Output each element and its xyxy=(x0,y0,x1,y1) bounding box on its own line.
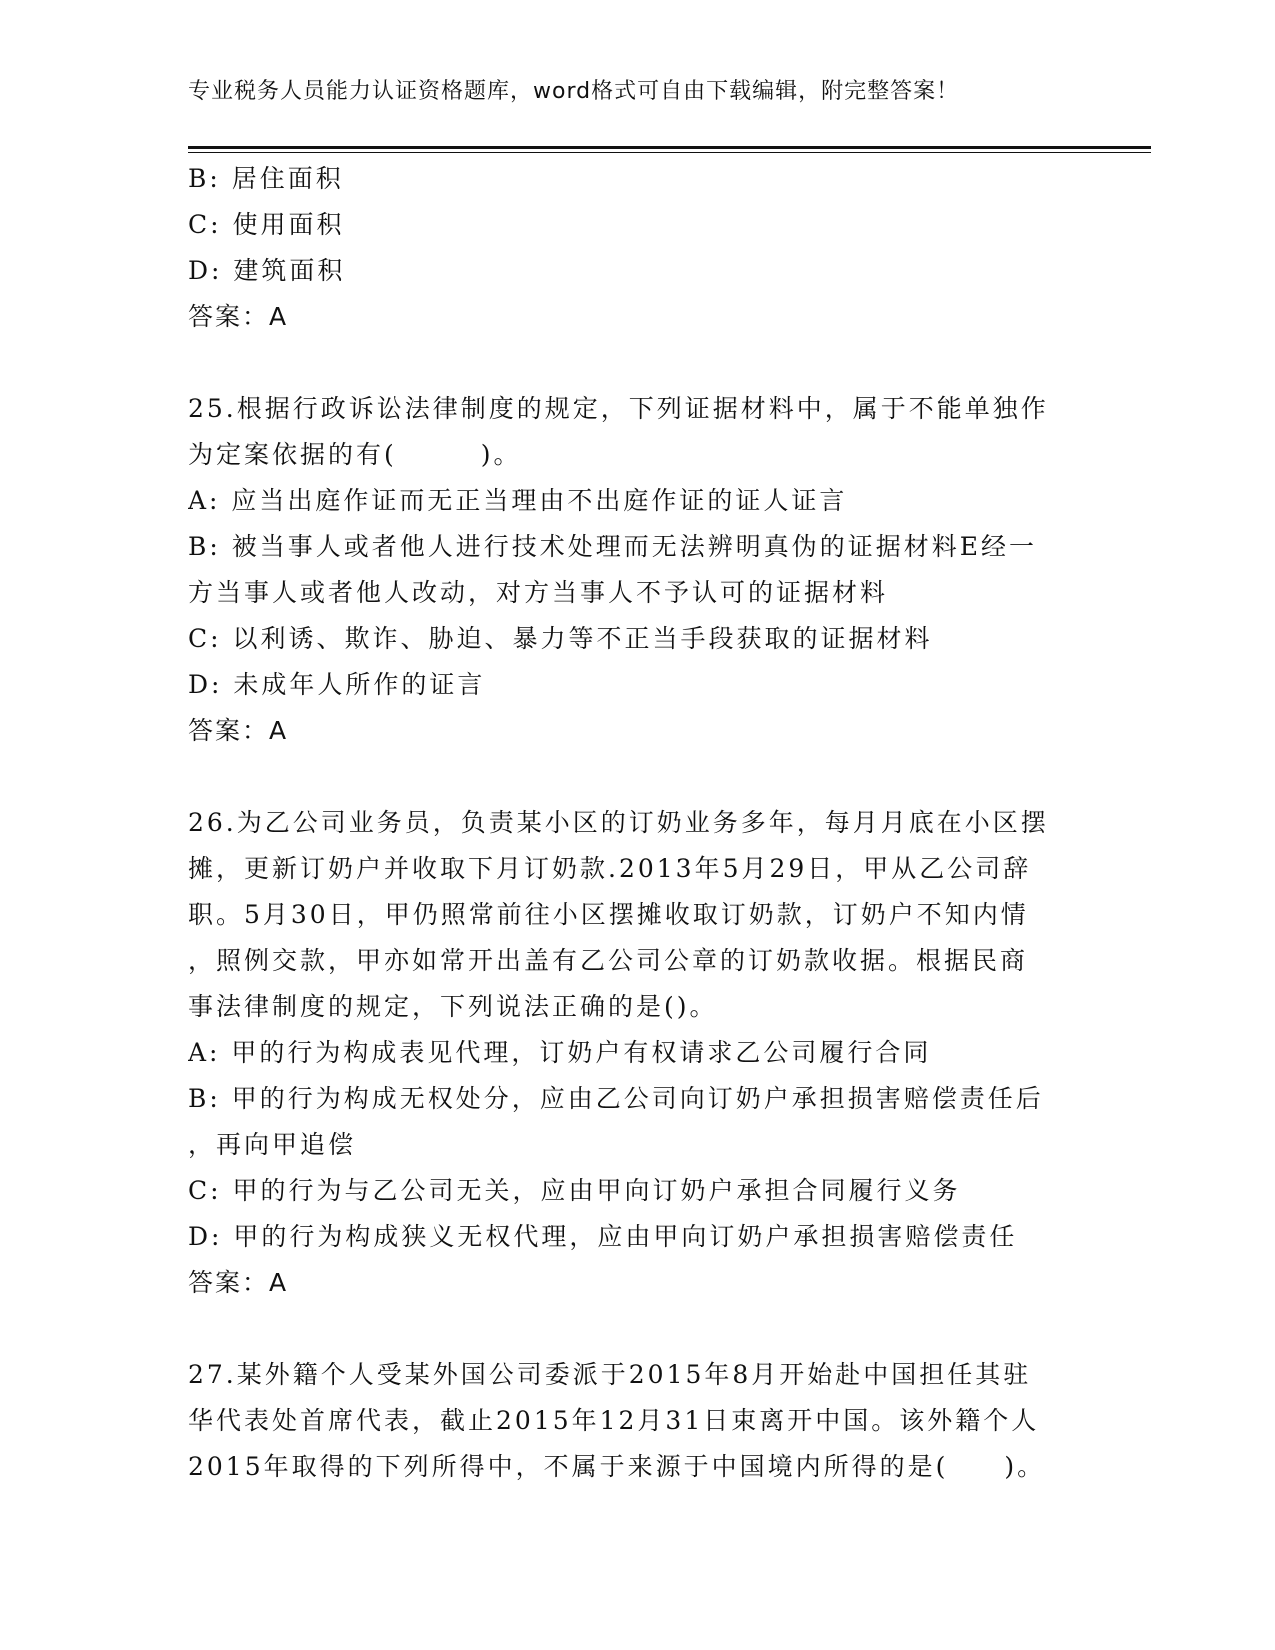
question-stem-line: 26.为乙公司业务员，负责某小区的订奶业务多年，每月月底在小区摆 xyxy=(188,808,1049,837)
option-b: B: 甲的行为构成无权处分，应由乙公司向订奶户承担损害赔偿责任后 xyxy=(188,1084,1044,1113)
answer-line: 答案：A xyxy=(188,1268,289,1297)
spacer xyxy=(188,754,1068,800)
spacer xyxy=(188,1306,1068,1352)
question-stem-line: 27.某外籍个人受某外国公司委派于2015年8月开始赴中国担任其驻 xyxy=(188,1360,1032,1389)
question-26 xyxy=(188,800,1068,1306)
option-c: C: 以利诱、欺诈、胁迫、暴力等不正当手段获取的证据材料 xyxy=(188,624,933,653)
question-stem-line: 华代表处首席代表，截止2015年12月31日束离开中国。该外籍个人 xyxy=(188,1406,1040,1435)
question-stem-line: 25.根据行政诉讼法律制度的规定，下列证据材料中，属于不能单独作 xyxy=(188,394,1049,423)
option-d: D: 建筑面积 xyxy=(188,256,346,285)
option-b: B: 被当事人或者他人进行技术处理而无法辨明真伪的证据材料E经一 xyxy=(188,532,1037,561)
question-content xyxy=(188,156,1068,1490)
option-b-continued: 方当事人或者他人改动，对方当事人不予认可的证据材料 xyxy=(188,578,889,607)
question-stem-line: 事法律制度的规定，下列说法正确的是()。 xyxy=(188,992,718,1021)
header-rule-thin xyxy=(188,152,1151,153)
page-header: 专业税务人员能力认证资格题库，word格式可自由下载编辑，附完整答案！ xyxy=(188,79,960,104)
option-a: A: 甲的行为构成表见代理，订奶户有权请求乙公司履行合同 xyxy=(188,1038,932,1067)
option-d: D: 未成年人所作的证言 xyxy=(188,670,486,699)
question-stem-line: 2015年取得的下列所得中，不属于来源于中国境内所得的是( )。 xyxy=(188,1452,1046,1481)
option-c: C: 使用面积 xyxy=(188,210,345,239)
question-27 xyxy=(188,1352,1068,1490)
option-b-continued: ，再向甲追偿 xyxy=(188,1130,357,1159)
question-stem-line: 摊，更新订奶户并收取下月订奶款.2013年5月29日，甲从乙公司辞 xyxy=(188,854,1032,883)
option-d: D: 甲的行为构成狭义无权代理，应由甲向订奶户承担损害赔偿责任 xyxy=(188,1222,1018,1251)
option-b: B: 居住面积 xyxy=(188,164,344,193)
spacer xyxy=(188,340,1068,386)
question-stem-line: 为定案依据的有( )。 xyxy=(188,440,522,469)
question-stem-line: ，照例交款，甲亦如常开出盖有乙公司公章的订奶款收据。根据民商 xyxy=(188,946,1029,975)
option-a: A: 应当出庭作证而无正当理由不出庭作证的证人证言 xyxy=(188,486,848,515)
question-24-continued xyxy=(188,156,1068,340)
header-rule-thick xyxy=(188,146,1151,149)
answer-line: 答案：A xyxy=(188,302,289,331)
question-stem-line: 职。5月30日，甲仍照常前往小区摆摊收取订奶款，订奶户不知内情 xyxy=(188,900,1029,929)
answer-line: 答案：A xyxy=(188,716,289,745)
option-c: C: 甲的行为与乙公司无关，应由甲向订奶户承担合同履行义务 xyxy=(188,1176,961,1205)
question-25 xyxy=(188,386,1068,754)
